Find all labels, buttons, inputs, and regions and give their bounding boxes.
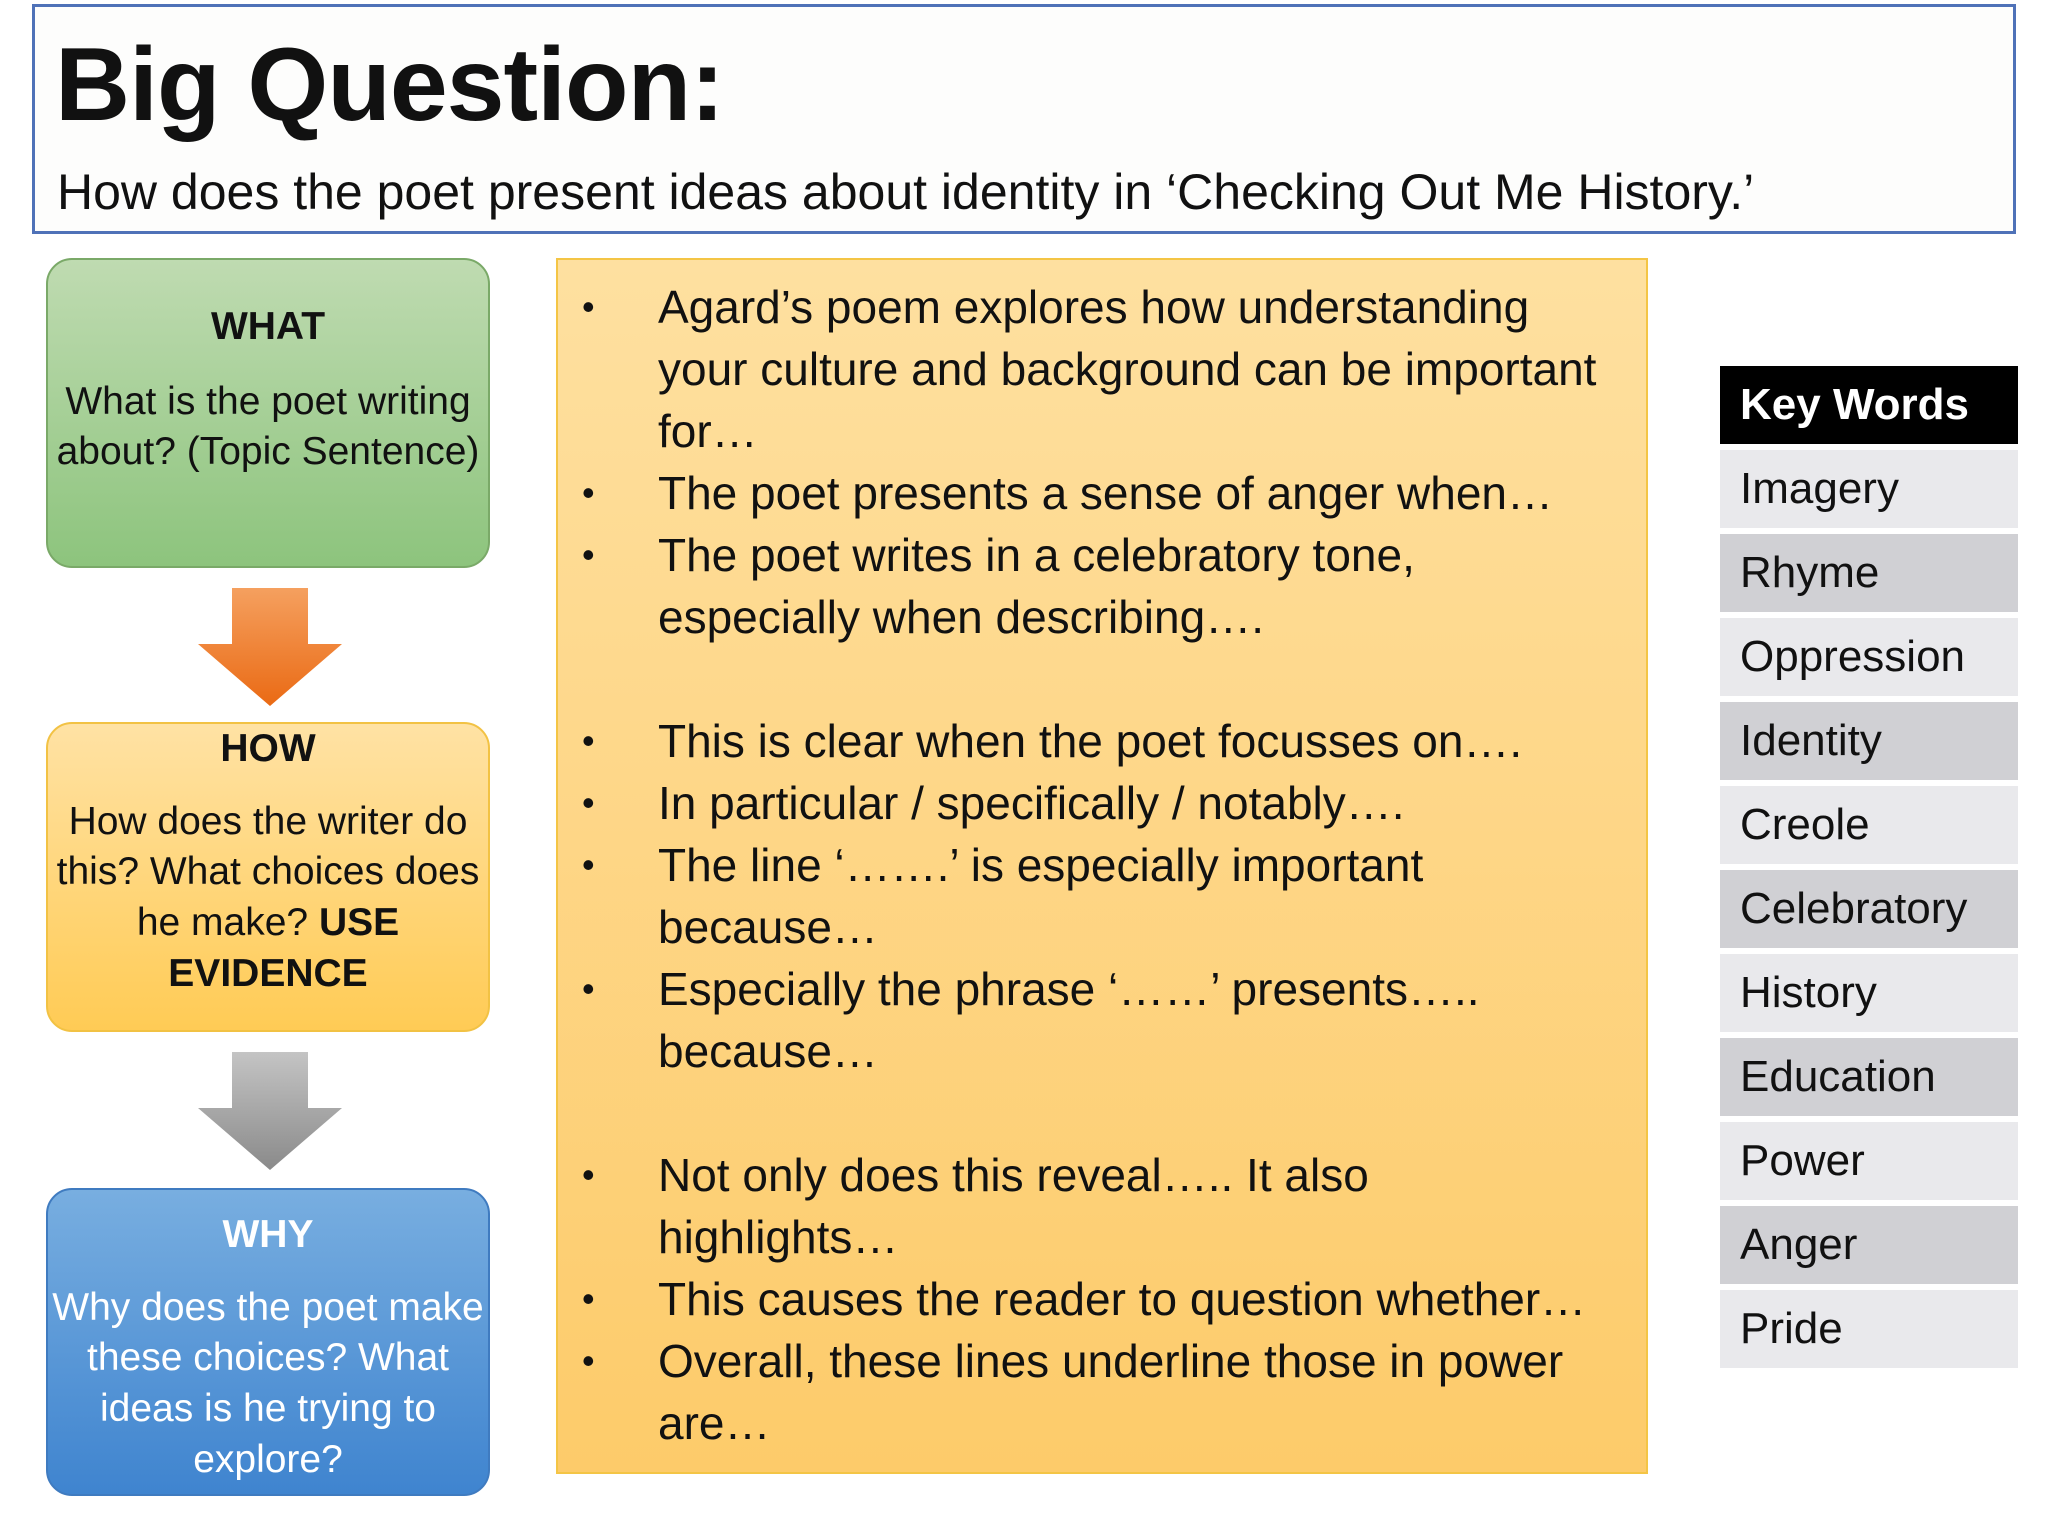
bullet-icon: •: [582, 720, 595, 761]
bullet-icon: •: [582, 782, 595, 823]
bullet-icon: •: [582, 1154, 595, 1195]
how-text: [48, 797, 488, 1000]
key-word-celebratory: Celebratory: [1720, 870, 2018, 948]
what-text: What is the poet writing about? (Topic Sentence): [56, 379, 480, 474]
key-word-identity: Identity: [1720, 702, 2018, 780]
down-arrow-icon: [198, 588, 342, 706]
key-word-rhyme: Rhyme: [1720, 534, 2018, 612]
key-words-table: [1720, 366, 2018, 1374]
big-question-header: [32, 4, 2016, 234]
bullet-icon: •: [582, 1340, 595, 1381]
list-item: • Overall, these lines underline those in power are…: [558, 1330, 1646, 1454]
bullet-icon: •: [582, 534, 595, 575]
why-box: [46, 1188, 490, 1496]
sentence-starters-list: [558, 276, 1646, 1454]
bullet-icon: •: [582, 1278, 595, 1319]
what-box: [46, 258, 490, 568]
key-word-imagery: Imagery: [1720, 450, 2018, 528]
what-title: WHAT: [210, 305, 326, 348]
down-arrow-icon: [198, 1052, 342, 1170]
key-word-power: Power: [1720, 1122, 2018, 1200]
bullet-icon: •: [582, 844, 595, 885]
list-spacer: [558, 1082, 1646, 1144]
list-item: • This is clear when the poet focusses on….: [558, 710, 1646, 772]
how-emphasis: USE EVIDENCE: [168, 901, 400, 995]
key-word-history: History: [1720, 954, 2018, 1032]
list-item: • Agard’s poem explores how understanding your culture and background can be important for…: [558, 276, 1646, 462]
key-words-header: Key Words: [1720, 366, 2018, 444]
key-word-oppression: Oppression: [1720, 618, 2018, 696]
list-item: • The poet presents a sense of anger when…: [558, 462, 1646, 524]
bullet-icon: •: [582, 286, 595, 327]
key-word-anger: Anger: [1720, 1206, 2018, 1284]
list-item: • In particular / specifically / notably….: [558, 772, 1646, 834]
big-question-text: How does the poet present ideas about identity in ‘Checking Out Me History.’: [57, 164, 1755, 220]
key-word-pride: Pride: [1720, 1290, 2018, 1368]
list-item: • The poet writes in a celebratory tone, especially when describing….: [558, 524, 1646, 648]
page-title: Big Question:: [55, 27, 724, 143]
how-question: How does the writer do this? What choices does he make?: [56, 799, 480, 945]
list-item: • This causes the reader to question whether…: [558, 1268, 1646, 1330]
list-spacer: [558, 648, 1646, 710]
list-item: • The line ‘…….’ is especially important because…: [558, 834, 1646, 958]
key-word-creole: Creole: [1720, 786, 2018, 864]
why-text: Why does the poet make these choices? What ideas is he trying to explore?: [52, 1285, 484, 1481]
key-word-education: Education: [1720, 1038, 2018, 1116]
list-item: • Not only does this reveal….. It also highlights…: [558, 1144, 1646, 1268]
how-box: [46, 722, 490, 1032]
bullet-icon: •: [582, 472, 595, 513]
why-title: WHY: [222, 1213, 314, 1256]
sentence-starters-panel: [556, 258, 1648, 1474]
key-words-list: [1720, 450, 2018, 1368]
bullet-icon: •: [582, 968, 595, 1009]
list-item: • Especially the phrase ‘……’ presents….. because…: [558, 958, 1646, 1082]
how-title: HOW: [220, 727, 316, 770]
